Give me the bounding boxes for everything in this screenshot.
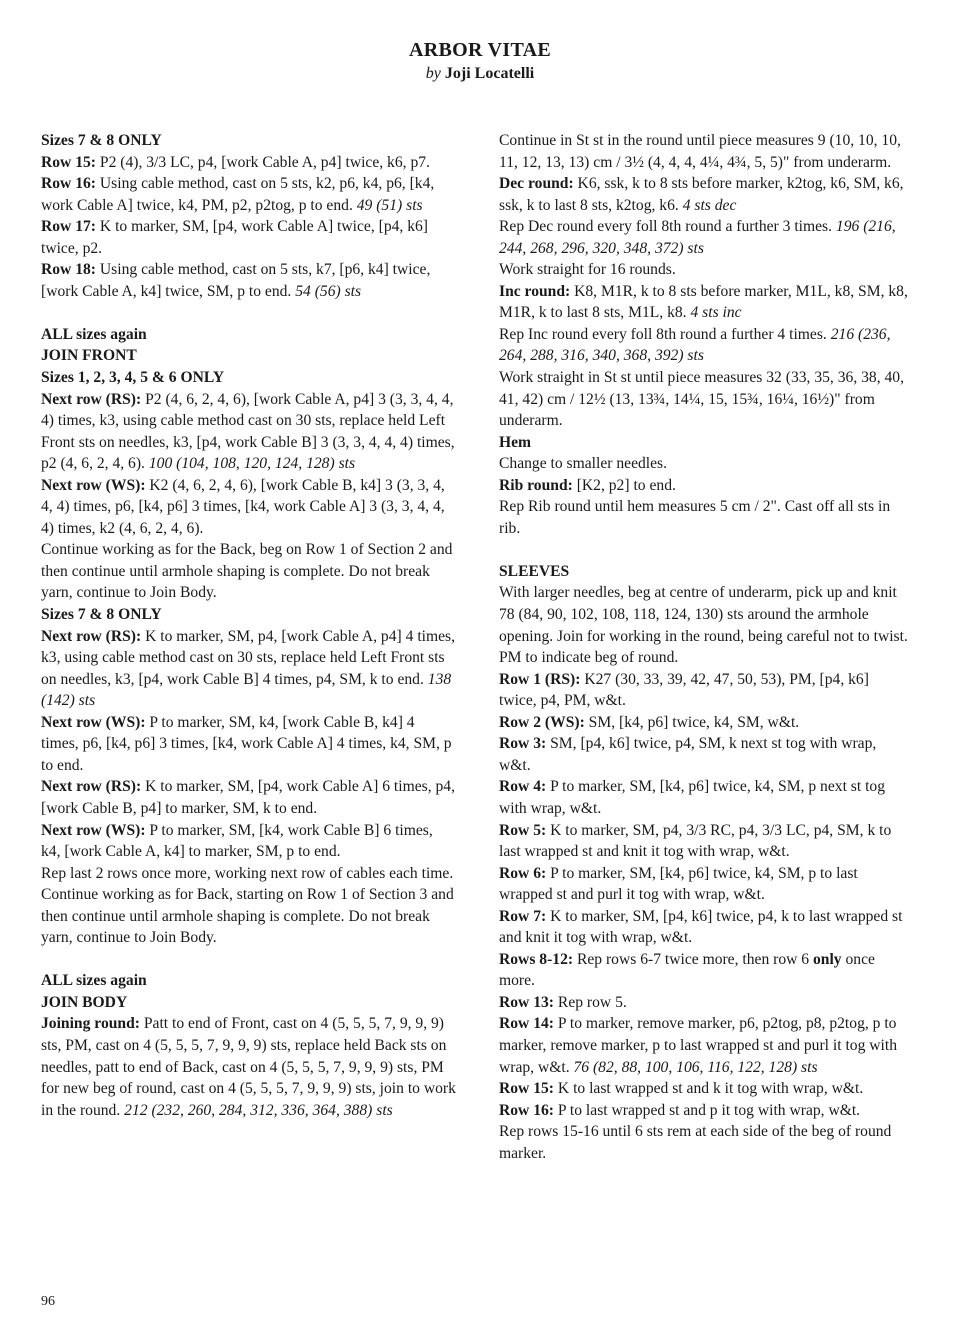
instruction-paragraph (499, 582, 909, 668)
section-gap (499, 539, 909, 561)
instruction-text: K2 (4, 6, 2, 4, 6), [work Cable B, k4] 3 (3, 3, 4, 4, 4) times, p6, [k4, p6] 3 times, [k4, work Cable A] 3 (3, 3, 4, 4, 4) times, k2 (4, 6, 2, 4, 6). (41, 476, 445, 537)
instruction-paragraph (41, 259, 456, 302)
section-gap (41, 949, 456, 971)
instruction-paragraph (499, 130, 909, 173)
stitch-count: 138 (142) sts (41, 670, 452, 710)
instruction-text: Patt to end of Front, cast on 4 (5, 5, 5, 7, 9, 9, 9) sts, PM, cast on 4 (5, 5, 5, 7, 9, 9, 9) sts, replace held Back sts on needles, patt to end of Back, cast on 4 (5, 5, 5, 7, 9, 9, 9) sts, PM for new beg of round, cast on 4 (5, 5, 5, 7, 9, 9, 9) sts, join to work in the round. (41, 1015, 456, 1119)
instruction-paragraph (499, 669, 909, 712)
instruction-text: [K2, p2] to end. (572, 476, 676, 494)
instruction-label: Next row (WS): (41, 821, 146, 839)
instruction-paragraph (499, 496, 909, 539)
instruction-text: P to marker, SM, [k4, p6] twice, k4, SM, p to last wrapped st and purl it tog with wrap, w&t. (499, 864, 858, 904)
instruction-label: Row 3: (499, 735, 547, 753)
right-column (499, 130, 909, 1164)
stitch-count: 76 (82, 88, 100, 106, 116, 122, 128) sts (573, 1058, 818, 1076)
instruction-text: Rep row 5. (554, 993, 627, 1011)
instruction-paragraph (499, 1100, 909, 1122)
instruction-text: K to marker, SM, p4, [work Cable A, p4] 4 times, k3, using cable method cast on 30 sts, replace held Left Front sts on needles, k3, [p4, work Cable B] 4 times, p4, SM, k to end. (41, 627, 455, 688)
instruction-paragraph (41, 776, 456, 819)
instruction-text: Change to smaller needles. (499, 455, 668, 473)
instruction-label: Inc round: (499, 282, 571, 300)
left-column (41, 130, 456, 1121)
author-name: Joji Locatelli (444, 65, 535, 82)
instruction-paragraph (499, 216, 909, 259)
stitch-count: 49 (51) sts (356, 196, 423, 214)
instruction-label: Hem (499, 433, 532, 451)
instruction-paragraph (41, 712, 456, 777)
instruction-text: Rep Rib round until hem measures 5 cm / 2". Cast off all sts in rib. (499, 498, 891, 537)
instruction-label: Row 17: (41, 218, 97, 236)
instruction-label: Dec round: (499, 175, 574, 193)
instruction-label: Next row (RS): (41, 778, 142, 796)
byline (0, 62, 960, 86)
instruction-paragraph (499, 733, 909, 776)
instruction-paragraph (499, 367, 909, 432)
instruction-paragraph (499, 863, 909, 906)
instruction-text: P2 (4), 3/3 LC, p4, [work Cable A, p4] twice, k6, p7. (96, 153, 430, 171)
instruction-text: Rep rows 15-16 until 6 sts rem at each side of the beg of round marker. (499, 1123, 892, 1162)
instruction-label: Next row (WS): (41, 713, 146, 731)
stitch-count: 100 (104, 108, 120, 124, 128) sts (148, 455, 356, 473)
instruction-paragraph (41, 216, 456, 259)
instruction-label: Rows 8-12: (499, 950, 574, 968)
instruction-label: JOIN BODY (41, 993, 128, 1011)
instruction-paragraph (499, 776, 909, 819)
page-number: 96 (41, 1294, 55, 1309)
instruction-text: Rep Inc round every foll 8th round a further 4 times. (499, 325, 831, 343)
instruction-label: Row 15: (499, 1080, 555, 1098)
instruction-label: Sizes 7 & 8 ONLY (41, 606, 162, 624)
instruction-paragraph (41, 970, 456, 992)
instruction-paragraph (499, 259, 909, 281)
instruction-label: Row 4: (499, 778, 547, 796)
instruction-text: K to marker, SM, p4, 3/3 RC, p4, 3/3 LC, p4, SM, k to last wrapped st and knit it tog with wrap, w&t. (499, 821, 892, 861)
instruction-label: Row 5: (499, 821, 547, 839)
instruction-text: Continue in St st in the round until piece measures 9 (10, 10, 10, 11, 12, 13, 13) cm / 3½ (4, 4, 4, 4¼, 4¾, 5, 5)" from underarm. (499, 132, 901, 171)
instruction-text: Continue working as for Back, starting on Row 1 of Section 3 and then continue until armhole shaping is complete. Do not break yarn, continue to Join Body. (41, 886, 454, 947)
instruction-paragraph (499, 949, 909, 992)
instruction-text: K to marker, SM, [p4, work Cable A] 6 times, p4, [work Cable B, p4] to marker, SM, k to end. (41, 778, 455, 817)
page-header (0, 38, 960, 86)
instruction-paragraph (41, 626, 456, 712)
instruction-label: Row 16: (499, 1101, 555, 1119)
instruction-label: Row 6: (499, 864, 547, 882)
instruction-paragraph (499, 324, 909, 367)
instruction-paragraph (499, 992, 909, 1014)
instruction-paragraph (41, 130, 456, 152)
instruction-text: P to last wrapped st and p it tog with wrap, w&t. (554, 1101, 861, 1119)
section-gap (41, 302, 456, 324)
instruction-paragraph (499, 1121, 909, 1164)
instruction-label: Next row (RS): (41, 390, 142, 408)
instruction-text: K27 (30, 33, 39, 42, 47, 50, 53), PM, [p4, k6] twice, p4, PM, w&t. (499, 670, 869, 710)
stitch-count: 196 (216, 244, 268, 296, 320, 348, 372) sts (499, 218, 896, 257)
instruction-text: Continue working as for the Back, beg on Row 1 of Section 2 and then continue until armhole shaping is complete. Do not break yarn, continue to Join Body. (41, 541, 453, 602)
instruction-paragraph (41, 820, 456, 863)
instruction-paragraph (41, 1013, 456, 1121)
byline-prefix: by (425, 65, 441, 82)
instruction-paragraph (41, 389, 456, 475)
instruction-text: P2 (4, 6, 2, 4, 6), [work Cable A, p4] 3 (3, 3, 4, 4, 4) times, k3, using cable method cast on 30 sts, replace held Left Front sts on needles, k3, [p4, work Cable B] 3 (3, 3, 4, 4, 4) times, p2 (4, 6, 2, 4, 6). (41, 390, 455, 473)
instruction-text: P to marker, SM, [k4, work Cable B] 6 times, k4, [work Cable A, k4] to marker, SM, p to end. (41, 821, 433, 861)
instruction-paragraph (41, 992, 456, 1014)
instruction-paragraph (41, 152, 456, 174)
instruction-label: Rib round: (499, 476, 573, 494)
instruction-label: Joining round: (41, 1015, 140, 1033)
instruction-text: once more. (499, 950, 875, 990)
instruction-label: Row 7: (499, 907, 547, 925)
instruction-label: Sizes 7 & 8 ONLY (41, 132, 162, 149)
instruction-paragraph (499, 820, 909, 863)
instruction-label: Row 16: (41, 175, 97, 193)
instruction-text: Rep last 2 rows once more, working next row of cables each time. (41, 864, 454, 882)
instruction-paragraph (499, 281, 909, 324)
instruction-paragraph (499, 173, 909, 216)
instruction-label: ALL sizes again (41, 972, 147, 990)
instruction-text: Work straight for 16 rounds. (499, 261, 676, 279)
stitch-count: 212 (232, 260, 284, 312, 336, 364, 388) sts (124, 1101, 393, 1119)
instruction-label: Next row (RS): (41, 627, 142, 645)
instruction-paragraph (41, 173, 456, 216)
instruction-paragraph (499, 432, 909, 454)
instruction-label: Sizes 1, 2, 3, 4, 5 & 6 ONLY (41, 369, 225, 387)
instruction-paragraph (41, 539, 456, 604)
instruction-label: Next row (WS): (41, 476, 146, 494)
instruction-text: Rep rows 6-7 twice more, then row 6 (573, 950, 813, 968)
instruction-text: SM, [p4, k6] twice, p4, SM, k next st tog with wrap, w&t. (499, 735, 877, 774)
instruction-paragraph (499, 1013, 909, 1078)
instruction-paragraph (41, 367, 456, 389)
instruction-text: K8, M1R, k to 8 sts before marker, M1L, k8, SM, k8, M1R, k to last 8 sts, M1L, k8. (499, 282, 908, 322)
instruction-text: P to marker, SM, [k4, p6] twice, k4, SM, p next st tog with wrap, w&t. (499, 778, 886, 817)
instruction-paragraph (41, 324, 456, 346)
instruction-text: K to marker, SM, [p4, k6] twice, p4, k to last wrapped st and knit it tog with wrap, w&t. (499, 907, 903, 947)
stitch-count: 4 sts inc (690, 304, 742, 322)
instruction-text: P to marker, SM, k4, [work Cable B, k4] 4 times, p6, [k4, p6] 3 times, [k4, work Cable A] 4 times, k4, SM, p to end. (41, 713, 452, 774)
instruction-paragraph (499, 561, 909, 583)
instruction-paragraph (41, 884, 456, 949)
instruction-paragraph (499, 906, 909, 949)
instruction-paragraph (41, 475, 456, 540)
instruction-label: Row 13: (499, 993, 555, 1011)
instruction-text: With larger needles, beg at centre of underarm, pick up and knit 78 (84, 90, 102, 108, 118, 124, 130) sts around the armhole opening. Join for working in the round, being careful not to twist. PM to indicate beg of round. (499, 584, 908, 667)
instruction-label: JOIN FRONT (41, 347, 137, 365)
instruction-paragraph (41, 863, 456, 885)
stitch-count: 54 (56) sts (295, 282, 362, 300)
pattern-title: ARBOR VITAE (408, 39, 552, 61)
instruction-paragraph (499, 453, 909, 475)
instruction-label: Row 18: (41, 261, 97, 279)
instruction-paragraph (499, 712, 909, 734)
instruction-label: Row 1 (RS): (499, 670, 581, 688)
stitch-count: 216 (236, 264, 288, 316, 340, 368, 392) sts (499, 325, 891, 365)
stitch-count: 4 sts dec (682, 196, 737, 214)
instruction-paragraph (41, 604, 456, 626)
instruction-text: K to last wrapped st and k it tog with wrap, w&t. (554, 1080, 864, 1098)
instruction-paragraph (499, 1078, 909, 1100)
instruction-label: Row 14: (499, 1015, 555, 1033)
instruction-text: K6, ssk, k to 8 sts before marker, k2tog, k6, SM, k6, ssk, k to last 8 sts, k2tog, k6. (499, 175, 904, 214)
instruction-paragraph (41, 345, 456, 367)
instruction-text: K to marker, SM, [p4, work Cable A] twice, [p4, k6] twice, p2. (41, 218, 428, 257)
instruction-text: Work straight in St st until piece measures 32 (33, 35, 36, 38, 40, 41, 42) cm / 12½ (13, 13¾, 14¼, 15, 15¾, 16¼, 16½)" from underarm. (499, 369, 904, 430)
instruction-emphasis: only (813, 950, 842, 968)
instruction-text: P to marker, remove marker, p6, p2tog, p8, p2tog, p to marker, remove marker, p to last wrapped st and purl it tog with wrap, w&t. (499, 1015, 898, 1076)
instruction-label: ALL sizes again (41, 325, 147, 343)
instruction-text: Rep Dec round every foll 8th round a further 3 times. (499, 218, 836, 236)
instruction-label: Row 15: (41, 153, 97, 171)
instruction-text: SM, [k4, p6] twice, k4, SM, w&t. (584, 713, 800, 731)
instruction-label: Row 2 (WS): (499, 713, 585, 731)
instruction-paragraph (499, 475, 909, 497)
instruction-text: Using cable method, cast on 5 sts, k7, [p6, k4] twice, [work Cable A, k4] twice, SM, p to end. (41, 261, 431, 300)
instruction-label: SLEEVES (499, 562, 570, 580)
instruction-text: Using cable method, cast on 5 sts, k2, p6, k4, p6, [k4, work Cable A] twice, k4, PM, p2, p2tog, p to end. (41, 175, 435, 214)
